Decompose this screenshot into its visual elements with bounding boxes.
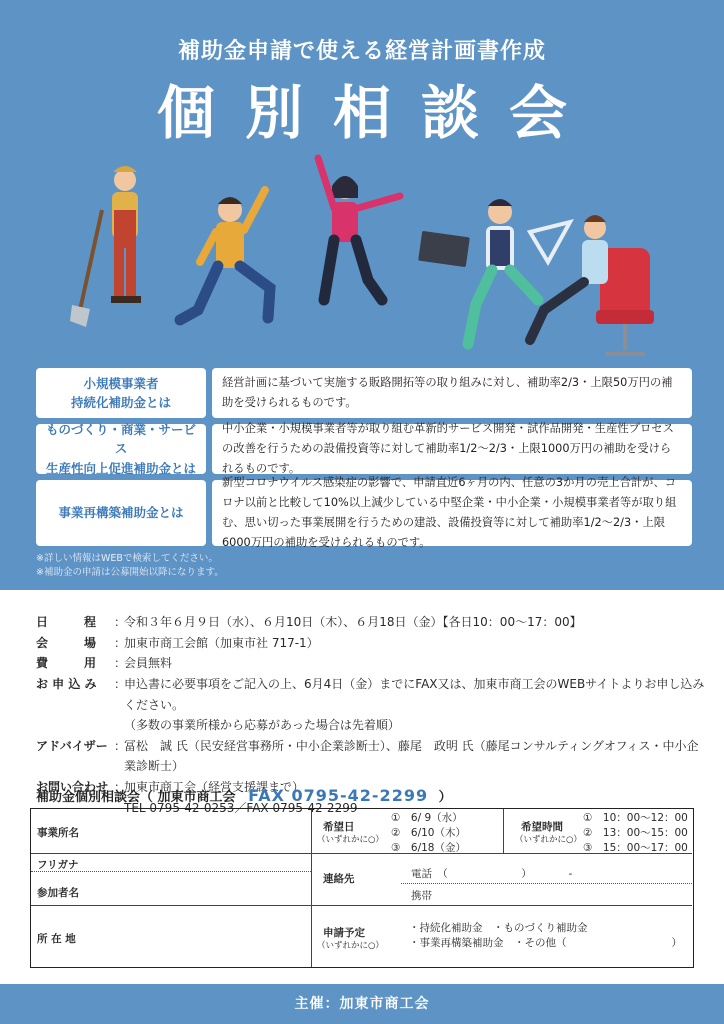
subsidy-desc: 中小企業・小規模事業者等が取り組む革新的サービス開発・試作品開発・生産性プロセスの改善を行うための設備投資等に対して補助率1/2〜2/3・上限1000万円の補助を受けられるものです。 (212, 424, 692, 474)
jumping-woman-figure (318, 158, 400, 300)
application-form (30, 808, 694, 968)
page-title: 個別相談会 (156, 79, 597, 147)
detail-key: 会 場 (36, 635, 97, 650)
detail-contact: お問い合わせ ： 加東市商工会（経営支援課まで） (36, 777, 706, 798)
detail-advisor: アドバイザー ： 冨松 誠 氏（民安経営事務所・中小企業診断士）、藤尾 政明 氏（藤尾コンサルティングオフィス・中小企業診断士） (36, 736, 706, 777)
address-label: 所 在 地 (37, 933, 76, 945)
organizer-footer: 主催：加東市商工会 (0, 984, 724, 1024)
subsidy-name: ものづくり・商業・サービス 生産性向上促進補助金とは (36, 424, 206, 474)
participant-label: 参加者名 (37, 887, 79, 899)
subsidy-name: 事業再構築補助金とは (36, 480, 206, 546)
plan-option[interactable]: ・事業再構築補助金 ・その他（ ） (409, 937, 682, 950)
people-illustration (60, 150, 680, 360)
footnote: ※補助金の申請は公募開始以降になります。 (36, 567, 224, 579)
detail-key: アドバイザー (36, 738, 108, 753)
business-name-field[interactable] (121, 815, 307, 851)
phone-field[interactable]: 電話 （ ） - (411, 868, 573, 880)
contact-label: 連絡先 (323, 873, 355, 885)
farmer-figure (70, 166, 141, 327)
detail-apply: お 申 込 み ： 申込書に必要事項をご記入の上、6月4日（金）までにFAX又は、加東市商工会のWEBサイトよりお申し込みください。 (36, 674, 706, 715)
participant-field[interactable] (121, 875, 307, 903)
detail-key: 日 程 (36, 615, 97, 629)
laptop-man-figure (418, 199, 538, 344)
detail-value: 会員無料 (124, 656, 173, 671)
form-title-text: 補助金個別相談会（ (36, 790, 154, 805)
desired-date-note: （いずれかに○） (317, 835, 384, 845)
plan-options (409, 921, 682, 951)
desired-time-label: 希望時間 (521, 821, 563, 833)
kana-field[interactable] (121, 855, 307, 869)
form-title-close: ） (438, 790, 452, 805)
detail-key: お問い合わせ (36, 780, 109, 794)
jumping-man-figure (180, 190, 270, 320)
detail-value: 冨松 誠 氏（民安経営事務所・中小企業診断士）、藤尾 政明 氏（藤尾コンサルティングオフィス・中小企業診断士） (124, 738, 699, 774)
kana-label: フリガナ (37, 859, 79, 871)
time-options (583, 811, 688, 857)
subsidy-row (36, 421, 692, 476)
subtitle: 補助金申請で使える経営計画書作成 (177, 39, 546, 64)
detail-fee: 費 用 ： 会員無料 (36, 653, 706, 674)
subsidy-row (36, 476, 692, 549)
detail-apply-note: （多数の事業所様から応募があった場合は先着順） (124, 718, 400, 733)
subsidy-desc: 経営計画に基づいて実施する販路開拓等の取り組みに対し、補助率2/3・上限50万円の補助を受けられるものです。 (212, 368, 692, 418)
desired-time-note: （いずれかに○） (515, 835, 582, 845)
plan-note: （いずれかに○） (317, 941, 384, 951)
date-option[interactable]: ② 6/10（木） (391, 827, 466, 840)
subsidy-info-table (36, 368, 692, 552)
date-option[interactable]: ③ 6/18（金） (391, 842, 466, 855)
subsidy-desc: 新型コロナウイルス感染症の影響で、申請直近6ヶ月の内、任意の3か月の売上合計が、コロナ以前と比較して10%以上減少している中堅企業・中小企業・小規模事業者等が取り組む、思い切った事業展開を行うための建設、設備投資等に対して補助率1/2〜2/3・上限6000万円の補助を受けられるものです。 (212, 480, 692, 546)
detail-key: お 申 込 み (36, 676, 97, 691)
mobile-field[interactable]: 携帯 (411, 890, 432, 902)
subsidy-row (36, 368, 692, 418)
detail-key: 費 用 (36, 656, 97, 671)
chair-man-figure (530, 215, 654, 354)
detail-date: 日 程 ： 令和３年６月９日（水）、６月10日（木）、６月18日（金）【各日10：00〜17：00】 (36, 612, 706, 633)
business-name-label: 事業所名 (37, 827, 79, 839)
footnote: ※詳しい情報はWEBで検索してください。 (36, 553, 218, 564)
form-fax-number: FAX 0795-42-2299 (248, 786, 429, 805)
footnotes (36, 552, 224, 581)
detail-value: 加東市商工会（経営支援課まで） (124, 780, 305, 794)
detail-contact-tel: TEL 0795-42-0253／FAX 0795-42-2299 (124, 800, 358, 815)
address-field[interactable] (121, 909, 307, 963)
detail-value: 令和３年６月９日（水）、６月10日（木）、６月18日（金）【各日10：00〜17：00】 (124, 615, 582, 629)
detail-value: 加東市商工会館（加東市社 717-1） (124, 635, 319, 650)
plan-option[interactable]: ・持続化補助金 ・ものづくり補助金 (409, 922, 588, 934)
plan-label: 申請予定 (323, 927, 365, 939)
date-option[interactable]: ① 6/ 9（水） (391, 812, 463, 824)
date-options (391, 811, 466, 857)
detail-value: 申込書に必要事項をご記入の上、6月4日（金）までにFAX又は、加東市商工会のWEBサイトよりお申し込みください。 (124, 676, 705, 712)
time-option[interactable]: ② 13：00〜15：00 (583, 827, 688, 840)
time-option[interactable]: ③ 15：00〜17：00 (583, 842, 688, 855)
subsidy-name: 小規模事業者 持続化補助金とは (36, 368, 206, 418)
detail-venue: 会 場 ： 加東市商工会館（加東市社 717-1） (36, 633, 706, 654)
desired-date-label: 希望日 (323, 821, 355, 833)
time-option[interactable]: ① 10：00〜12：00 (583, 812, 688, 824)
form-title-org: 加東市商工会 (157, 790, 236, 805)
form-title (36, 786, 452, 805)
